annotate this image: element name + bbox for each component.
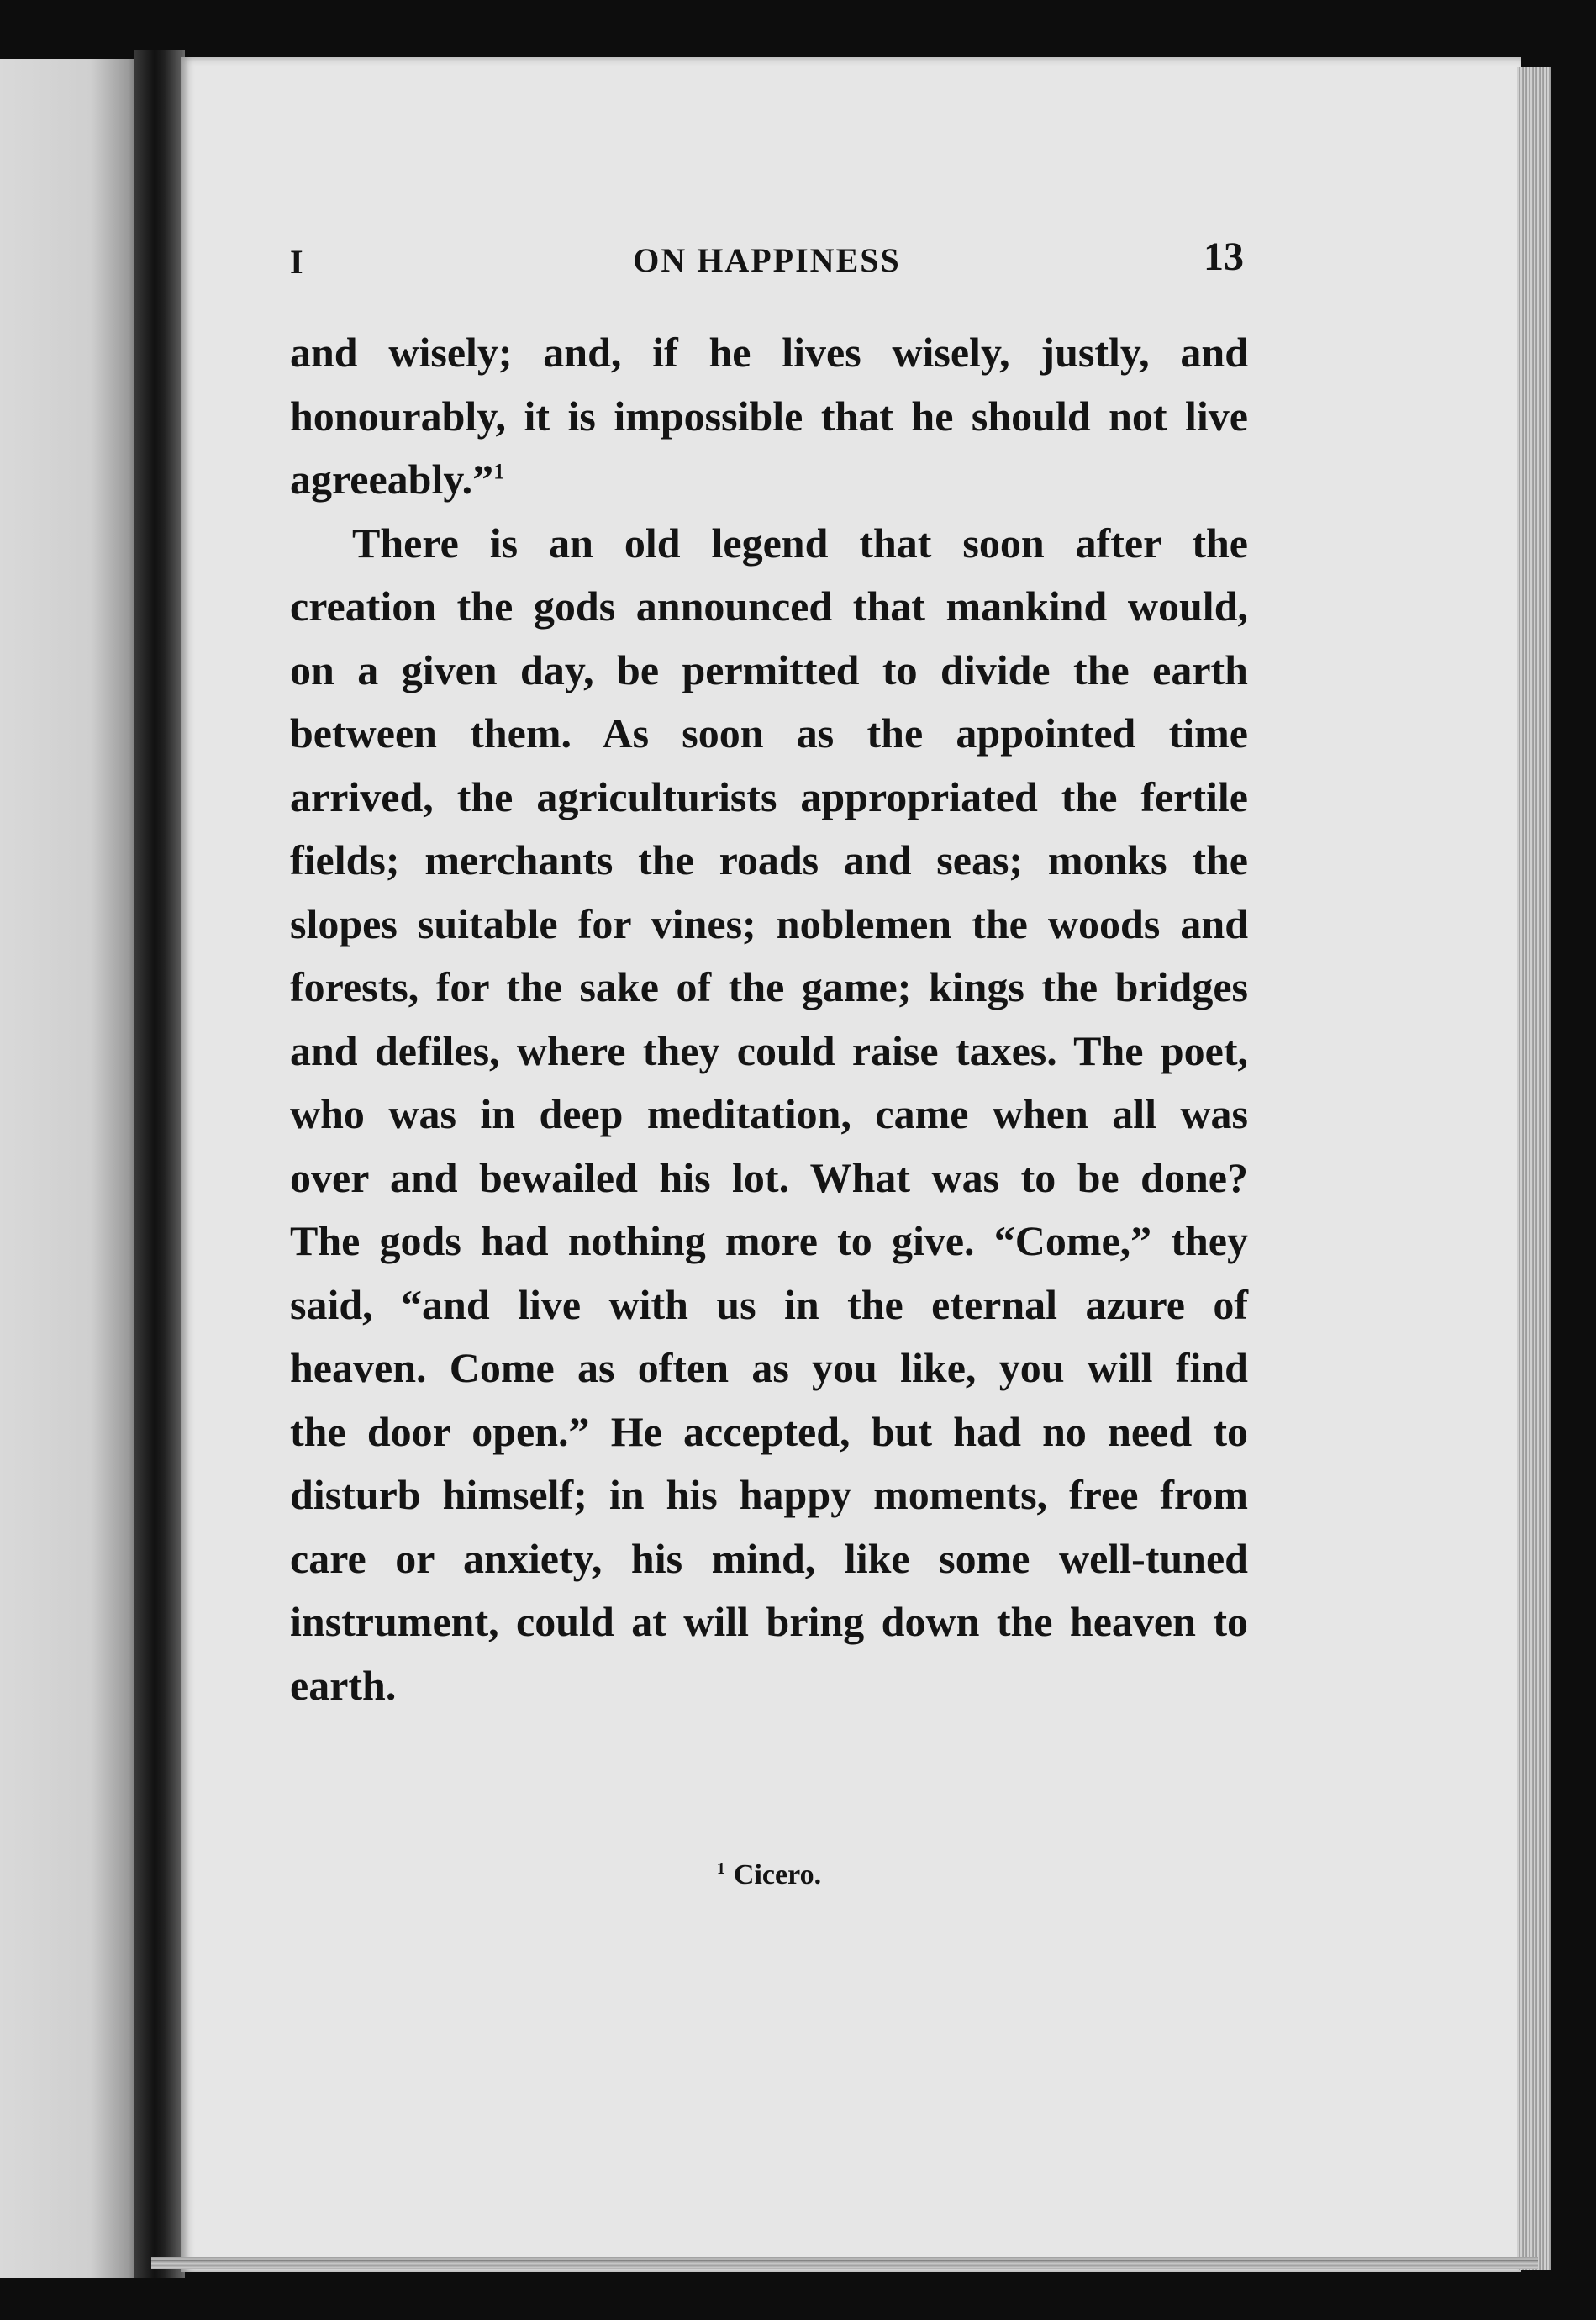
facing-page-edge (0, 59, 151, 2278)
paragraph-continued (290, 321, 1248, 512)
footnote-reference: 1 (493, 459, 505, 484)
page-edges (1517, 67, 1551, 2270)
binding-gutter (134, 50, 185, 2278)
page-number: 13 (1204, 235, 1244, 279)
paragraph-1-text: and wisely; and, if he lives wisely, justly, and honourably, it is impossible that he should not live agreeably.” (290, 329, 1248, 503)
bottom-page-edge (151, 2257, 1538, 2269)
footnote-marker: 1 (716, 1859, 725, 1878)
body-text (290, 321, 1248, 1717)
paragraph-legend: There is an old legend that soon after the creation the gods announced that mankind would, on a given day, be permitted to divide the earth between them. As soon as the appointed time arrived, the agriculturists appropriated the fertile fields; merchants the roads and seas; monks the slopes suitable for vines; noblemen the woods and forests, for the sake of the game; kings the bridges and defiles, where they could raise taxes. The poet, who was in deep meditation, came when all was over and bewailed his lot. What was to be done? The gods had nothing more to give. “Come,” they said, “and live with us in the eternal azure of heaven. Come as often as you like, you will find the door open.” He accepted, but had no need to disturb himself; in his happy moments, free from care or anxiety, his mind, like some well-tuned instrument, could at will bring down the heaven to earth. (290, 519, 1248, 1709)
footnote-text: Cicero. (733, 1859, 822, 1890)
running-title: ON HAPPINESS (633, 241, 901, 279)
footnote (290, 1859, 1248, 1891)
running-head (290, 234, 1244, 284)
chapter-number: I (290, 243, 303, 281)
